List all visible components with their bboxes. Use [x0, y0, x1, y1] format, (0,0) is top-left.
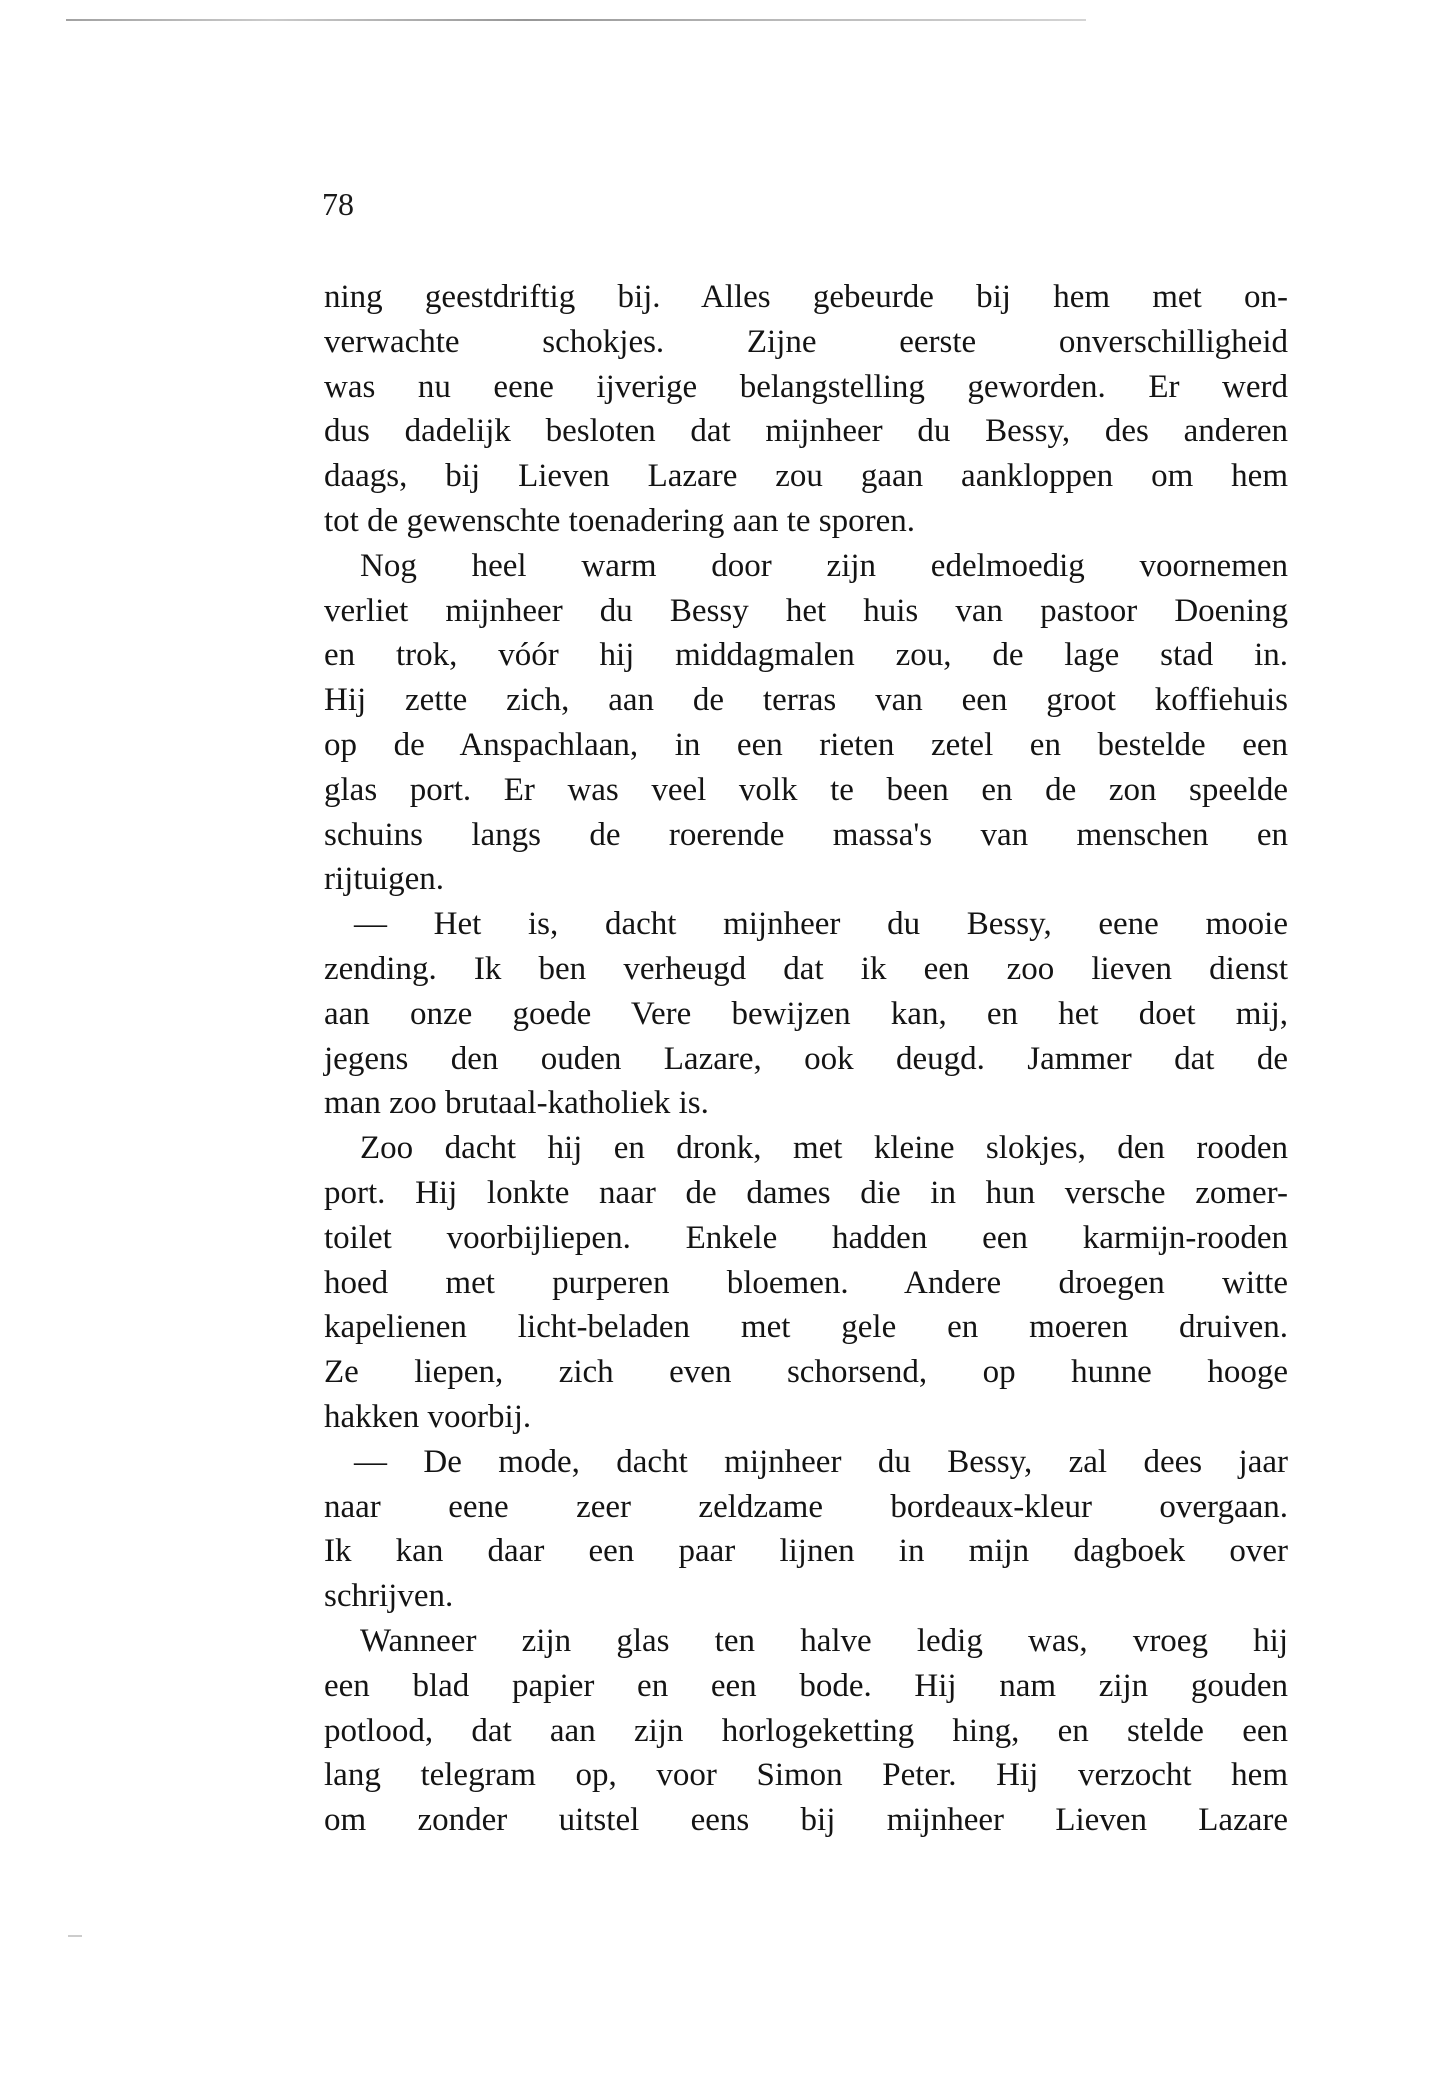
text-line: man zoo brutaal-katholiek is. [324, 1085, 709, 1122]
text-line: een blad papier en een bode. Hij nam zijn gouden [324, 1667, 1288, 1704]
text-line: op de Anspachlaan, in een rieten zetel en bestelde een [324, 726, 1288, 763]
text-line: Ze liepen, zich even schorsend, op hunne hooge [324, 1354, 1288, 1391]
scan-speck [68, 1935, 82, 1937]
text-line: dus dadelijk besloten dat mijnheer du Bessy, des anderen [324, 413, 1288, 450]
text-line: lang telegram op, voor Simon Peter. Hij verzocht hem [324, 1757, 1288, 1794]
text-line: tot de gewenschte toenadering aan te sporen. [324, 502, 916, 539]
text-line: verliet mijnheer du Bessy het huis van pastoor Doening [324, 592, 1288, 629]
text-line: hoed met purperen bloemen. Andere droegen witte [324, 1264, 1288, 1301]
text-line: glas port. Er was veel volk te been en de zon speelde [324, 771, 1288, 808]
text-line: port. Hij lonkte naar de dames die in hun versche zomer- [324, 1174, 1288, 1211]
text-line: — Het is, dacht mijnheer du Bessy, eene mooie [354, 906, 1288, 943]
text-line: verwachte schokjes. Zijne eerste onverschilligheid [324, 323, 1288, 360]
text-line: schrijven. [324, 1578, 454, 1615]
text-line: was nu eene ijverige belangstelling geworden. Er werd [324, 368, 1288, 405]
text-line: Wanneer zijn glas ten halve ledig was, vroeg hij [360, 1622, 1288, 1659]
text-line: en trok, vóór hij middagmalen zou, de lage stad in. [324, 637, 1288, 674]
text-line: naar eene zeer zeldzame bordeaux-kleur overgaan. [324, 1488, 1288, 1525]
text-line: potlood, dat aan zijn horlogeketting hing, en stelde een [324, 1712, 1288, 1749]
page-number: 78 [322, 186, 354, 222]
text-line: Hij zette zich, aan de terras van een groot koffiehuis [324, 682, 1288, 719]
text-line: rijtuigen. [324, 861, 445, 898]
text-line: — De mode, dacht mijnheer du Bessy, zal dees jaar [354, 1443, 1288, 1480]
text-line: Zoo dacht hij en dronk, met kleine slokjes, den rooden [360, 1130, 1288, 1167]
text-line: Nog heel warm door zijn edelmoedig voornemen [360, 547, 1288, 584]
text-line: aan onze goede Vere bewijzen kan, en het doet mij, [324, 995, 1288, 1032]
text-line: jegens den ouden Lazare, ook deugd. Jammer dat de [324, 1040, 1288, 1077]
text-line: hakken voorbij. [324, 1398, 532, 1435]
text-line: schuins langs de roerende massa's van menschen en [324, 816, 1288, 853]
body-text [324, 275, 1288, 1843]
text-line: toilet voorbijliepen. Enkele hadden een karmijn-rooden [324, 1219, 1288, 1256]
text-line: kapelienen licht-beladen met gele en moeren druiven. [324, 1309, 1288, 1346]
text-line: Ik kan daar een paar lijnen in mijn dagboek over [324, 1533, 1288, 1570]
text-line: daags, bij Lieven Lazare zou gaan aankloppen om hem [324, 458, 1288, 495]
text-line: om zonder uitstel eens bij mijnheer Lieven Lazare [324, 1802, 1288, 1839]
text-line: ning geestdriftig bij. Alles gebeurde bij hem met on- [324, 279, 1288, 315]
text-line: zending. Ik ben verheugd dat ik een zoo lieven dienst [324, 950, 1288, 987]
scan-top-rule [66, 19, 1086, 21]
